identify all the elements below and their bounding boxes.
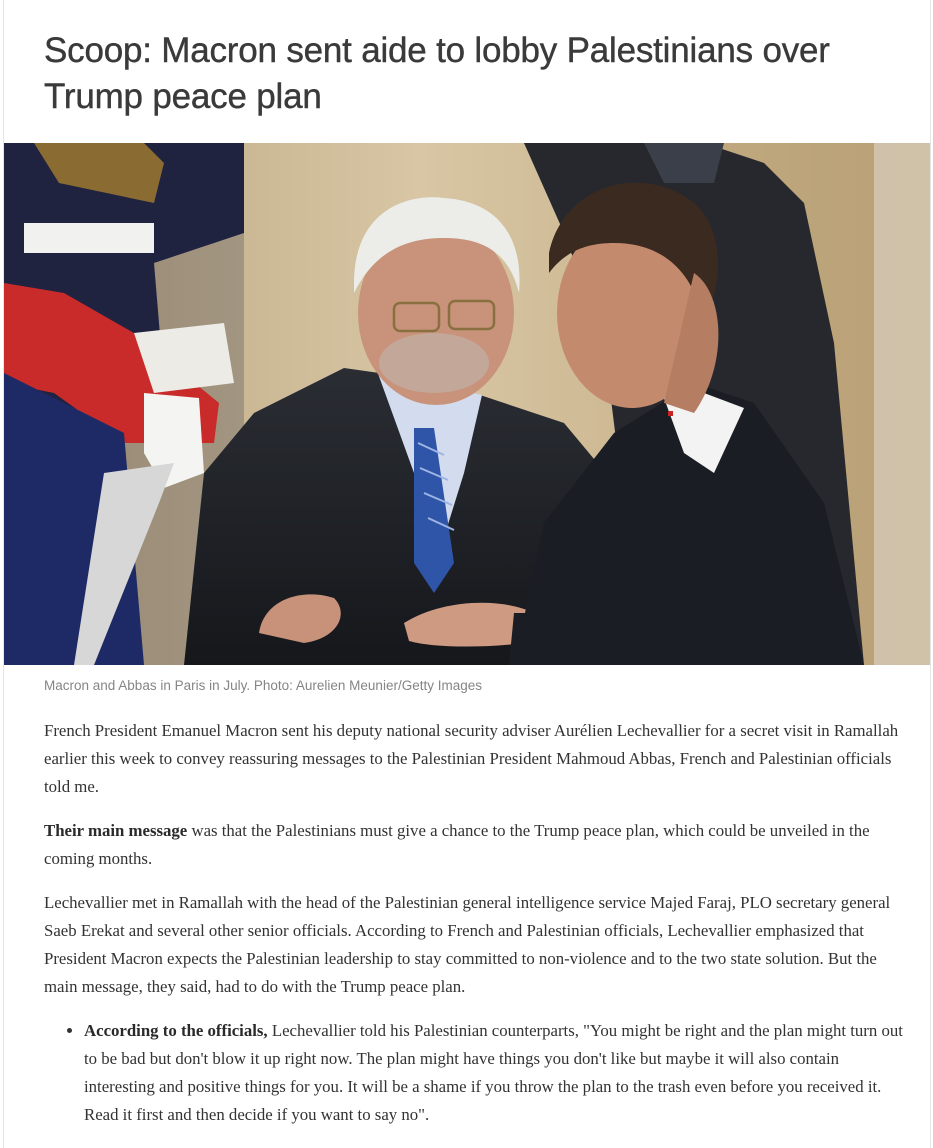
- paragraph-text: Lechevallier met in Ramallah with the head of the Palestinian general intelligence service Majed Faraj, PLO secretary general Saeb Erekat and several other senior officials. According to French and Palestinian officials, Lechevallier emphasized that President Macron expects the Palestinian leadership to stay committed to non-violence and to the two state solution. But the main message, they said, had to do with the Trump peace plan.: [44, 893, 891, 996]
- bullet-text: Lechevallier told his Palestinian counterparts, "You might be right and the plan might turn out to be bad but don't blow it up right now. The plan might have things you don't like but maybe it will also contain interesting and positive things for you. It will be a shame if you throw the plan to the trash even before you received it. Read it first and then decide if you want to say no".: [84, 1021, 903, 1124]
- article-paragraph-3: [44, 889, 904, 1001]
- bullet-lead: According to the officials,: [84, 1021, 268, 1040]
- article-paragraph-2: [44, 817, 904, 873]
- article-photo: [4, 143, 930, 665]
- page-border-right: [930, 0, 931, 1148]
- paragraph-text: was that the Palestinians must give a chance to the Trump peace plan, which could be unveiled in the coming months.: [44, 821, 870, 868]
- article-paragraph-1: [44, 717, 904, 801]
- paragraph-text: French President Emanuel Macron sent his deputy national security adviser Aurélien Lechevallier for a secret visit in Ramallah earlier this week to convey reassuring messages to the Palestinian President Mahmoud Abbas, French and Palestinian officials told me.: [44, 721, 899, 796]
- bullet-item: [84, 1017, 904, 1129]
- article-body: [44, 717, 904, 1129]
- article-header: [4, 0, 930, 143]
- photo-caption: Macron and Abbas in Paris in July. Photo: Aurelien Meunier/Getty Images: [44, 678, 482, 693]
- article-bullet-list: [44, 1017, 904, 1129]
- paragraph-lead: Their main message: [44, 821, 188, 840]
- article-headline: Scoop: Macron sent aide to lobby Palestinians over Trump peace plan: [44, 31, 830, 116]
